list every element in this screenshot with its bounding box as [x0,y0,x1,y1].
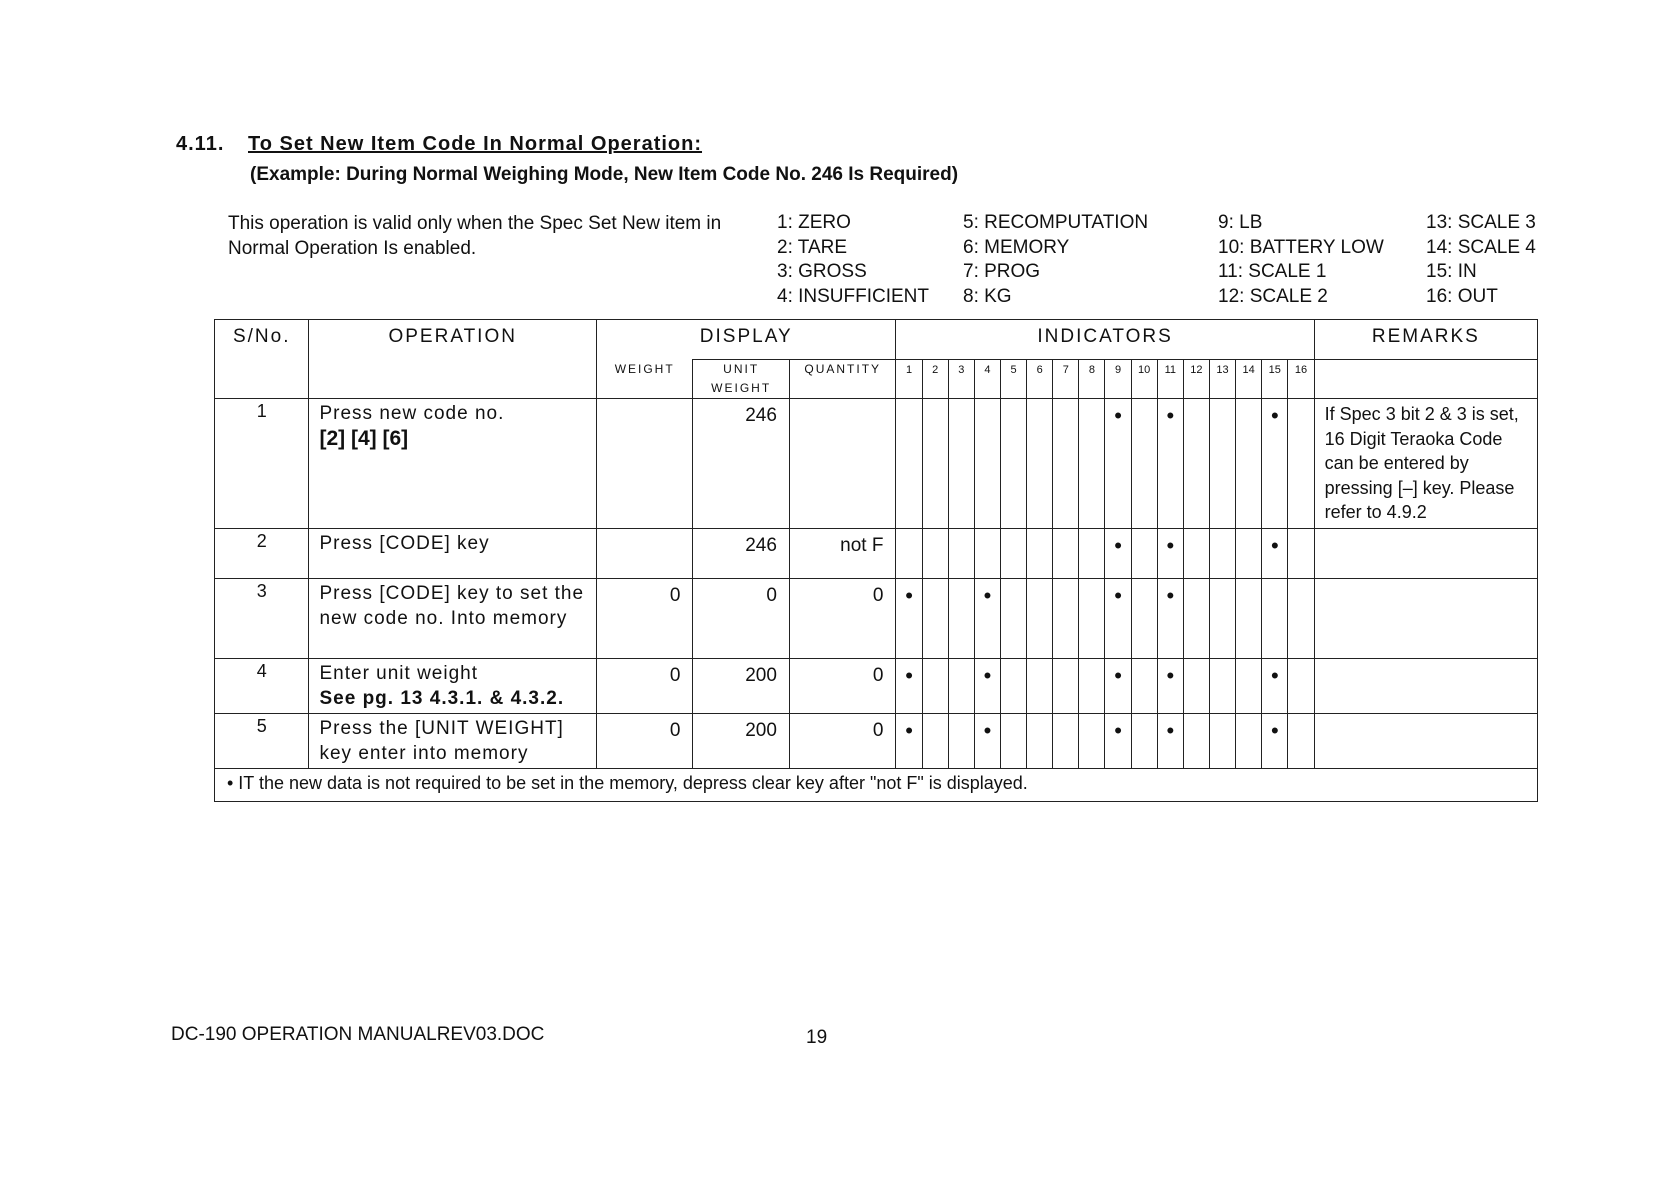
indicator-number: 5 [1000,360,1026,399]
indicator-number: 16 [1288,360,1314,399]
indicator-cell [1079,713,1105,768]
row-operation [309,528,596,578]
indicator-cell [1000,578,1026,658]
display-quantity: 0 [789,578,896,658]
indicator-cell [1157,528,1183,578]
indicator-cell [1079,578,1105,658]
display-weight [596,399,692,529]
indicator-cell [1157,399,1183,529]
legend-item: 9: LB [1218,212,1263,233]
legend-item: 14: SCALE 4 [1426,236,1536,258]
row-sno: 1 [215,399,309,529]
table-row [215,578,1538,658]
indicator-cell [1105,713,1131,768]
indicator-number: 2 [922,360,948,399]
indicator-cell [1236,713,1262,768]
row-remarks [1314,658,1537,713]
row-operation [309,578,596,658]
indicator-cell [1262,578,1288,658]
indicator-cell [1209,658,1235,713]
legend-item: 4: INSUFFICIENT [777,285,930,307]
legend-item: 7: PROG [963,261,1041,282]
indicator-cell [948,658,974,713]
indicator-cell [1183,713,1209,768]
section-number: 4.11. [176,133,225,155]
operation-text: Enter unit weight [319,662,479,684]
footer-page-number: 19 [806,1027,828,1048]
header-remarks: REMARKS [1314,320,1537,360]
indicator-cell [1236,658,1262,713]
indicator-cell [1027,528,1053,578]
indicator-on-dot: • [983,582,992,608]
indicator-cell [948,578,974,658]
indicator-cell [922,658,948,713]
legend-item: 16: OUT [1426,285,1498,307]
display-quantity: not F [789,528,896,578]
operation-text: Press new code no. [319,403,505,424]
row-sno: 3 [215,578,309,658]
indicator-cell [1183,528,1209,578]
indicator-on-dot: • [1166,717,1175,743]
indicator-on-dot: • [1166,582,1175,608]
legend-item: 12: SCALE 2 [1218,285,1328,307]
indicator-cell [1262,528,1288,578]
indicator-cell [1079,528,1105,578]
indicator-on-dot: • [983,717,992,743]
indicator-cell [922,713,948,768]
operation-reference: See pg. 13 4.3.1. & 4.3.2. [319,687,565,709]
legend-item: 6: MEMORY [963,236,1070,258]
indicator-cell [1053,658,1079,713]
legend-item: 11: SCALE 1 [1218,261,1327,282]
indicator-cell [974,713,1000,768]
indicator-cell [1079,658,1105,713]
indicator-number: 8 [1079,360,1105,399]
section-title: To Set New Item Code In Normal Operation: [248,133,703,155]
footer-document-name: DC-190 OPERATION MANUALREV03.DOC [171,1024,545,1045]
indicator-on-dot: • [1270,532,1279,558]
table-note: • IT the new data is not required to be set in the memory, depress clear key after "not F" is displayed. [215,768,1538,801]
indicator-on-dot: • [1114,403,1122,428]
legend-item: 2: TARE [777,236,848,258]
table-row [215,658,1538,713]
indicator-cell [1027,713,1053,768]
row-sno: 5 [215,713,309,768]
indicator-on-dot: • [905,717,913,743]
indicator-cell [1288,399,1314,529]
legend-item: 1: ZERO [777,212,851,233]
display-unit-weight: 246 [693,528,789,578]
indicator-cell [1288,528,1314,578]
row-remarks [1314,528,1537,578]
section-heading [176,133,702,156]
indicator-number: 4 [974,360,1000,399]
row-sno: 4 [215,658,309,713]
indicator-cell [1236,528,1262,578]
indicator-number: 7 [1053,360,1079,399]
indicator-cell [1000,713,1026,768]
indicator-number: 13 [1209,360,1235,399]
table-row [215,713,1538,768]
indicator-on-dot: • [1166,403,1175,428]
indicator-cell [1262,399,1288,529]
indicator-number: 14 [1236,360,1262,399]
row-operation [309,658,596,713]
indicator-number: 15 [1262,360,1288,399]
legend-item: 10: BATTERY LOW [1218,236,1384,258]
legend-column-4 [1426,211,1536,309]
indicator-on-dot: • [905,662,913,688]
indicator-cell [1183,578,1209,658]
indicator-cell [1183,658,1209,713]
indicator-cell [948,528,974,578]
indicator-cell [974,399,1000,529]
display-unit-weight: 0 [693,578,789,658]
display-quantity: 0 [789,658,896,713]
indicator-cell [1209,578,1235,658]
header-remarks-blank [1314,360,1537,399]
indicator-cell [1262,658,1288,713]
indicator-cell [896,528,922,578]
header-indicators: INDICATORS [896,320,1314,360]
indicator-cell [1131,713,1157,768]
indicator-cell [922,399,948,529]
intro-text: This operation is valid only when the Spec Set New item in Normal Operation Is enabled. [228,213,722,259]
header-sno: S/No. [215,320,309,399]
indicator-on-dot: • [1166,662,1175,688]
header-display: DISPLAY [596,320,896,360]
indicator-cell [1262,713,1288,768]
header-unit-weight: UNIT WEIGHT [693,360,789,399]
indicator-on-dot: • [905,582,913,608]
indicator-cell [1288,658,1314,713]
section-example: (Example: During Normal Weighing Mode, New Item Code No. 246 Is Required) [250,164,959,185]
operation-text: Press [CODE] key to set the new code no. Into memory [319,582,585,629]
legend-item: 5: RECOMPUTATION [963,212,1149,233]
indicator-on-dot: • [1114,662,1122,688]
indicator-cell [1209,399,1235,529]
legend-column-3 [1218,211,1384,309]
indicator-cell [1000,399,1026,529]
indicator-cell [1131,658,1157,713]
display-unit-weight: 246 [693,399,789,529]
legend-item: 13: SCALE 3 [1426,212,1536,233]
table-row [215,399,1538,529]
indicator-cell [1079,399,1105,529]
indicator-on-dot: • [1270,662,1279,688]
indicator-cell [1105,658,1131,713]
row-operation [309,399,596,529]
indicator-cell [948,399,974,529]
indicator-number: 11 [1157,360,1183,399]
indicator-cell [1131,578,1157,658]
indicator-cell [1209,713,1235,768]
indicator-on-dot: • [1114,532,1122,558]
indicator-cell [1053,578,1079,658]
header-operation: OPERATION [309,320,596,399]
header-quantity: QUANTITY [789,360,896,399]
indicator-on-dot: • [1270,403,1279,428]
indicator-cell [1053,528,1079,578]
display-weight: 0 [596,658,692,713]
indicator-cell [1053,713,1079,768]
display-weight: 0 [596,713,692,768]
display-unit-weight: 200 [693,658,789,713]
indicator-cell [1157,578,1183,658]
indicator-on-dot: • [1270,717,1279,743]
row-remarks [1314,713,1537,768]
indicator-on-dot: • [983,662,992,688]
indicator-cell [1209,528,1235,578]
legend-column-2 [963,211,1148,309]
indicator-cell [1236,578,1262,658]
legend-item: 8: KG [963,285,1012,307]
operation-table [214,319,1538,802]
operation-keys: [2] [4] [6] [319,427,409,450]
indicator-cell [1183,399,1209,529]
indicator-cell [922,528,948,578]
indicator-cell [1027,658,1053,713]
table-row [215,528,1538,578]
display-quantity [789,399,896,529]
indicator-cell [1236,399,1262,529]
row-remarks [1314,578,1537,658]
indicator-cell [974,528,1000,578]
indicator-cell [1000,528,1026,578]
indicator-cell [1105,528,1131,578]
row-operation [309,713,596,768]
indicator-number: 12 [1183,360,1209,399]
indicator-number: 3 [948,360,974,399]
header-weight: WEIGHT [596,360,692,399]
indicator-cell [974,658,1000,713]
row-sno: 2 [215,528,309,578]
indicator-cell [1105,578,1131,658]
indicator-number: 9 [1105,360,1131,399]
display-unit-weight: 200 [693,713,789,768]
display-weight: 0 [596,578,692,658]
display-weight [596,528,692,578]
indicator-cell [1027,578,1053,658]
indicator-cell [896,658,922,713]
operation-text: Press the [UNIT WEIGHT] key enter into memory [319,717,564,764]
indicator-number: 10 [1131,360,1157,399]
indicator-number: 1 [896,360,922,399]
indicator-cell [1288,578,1314,658]
indicator-cell [1288,713,1314,768]
row-remarks: If Spec 3 bit 2 & 3 is set, 16 Digit Teraoka Code can be entered by pressing [–] key. Please refer to 4.9.2 [1314,399,1537,529]
indicator-cell [1157,713,1183,768]
legend-item: 15: IN [1426,261,1477,282]
indicator-cell [1053,399,1079,529]
indicator-on-dot: • [1114,717,1122,743]
indicator-cell [1027,399,1053,529]
indicator-on-dot: • [1114,582,1122,608]
indicator-cell [1000,658,1026,713]
indicator-number: 6 [1027,360,1053,399]
legend-column-1 [777,211,929,309]
indicator-on-dot: • [1166,532,1175,558]
display-quantity: 0 [789,713,896,768]
operation-rows [215,399,1538,769]
indicator-cell [896,578,922,658]
indicator-cell [1157,658,1183,713]
indicator-cell [922,578,948,658]
indicator-cell [896,399,922,529]
indicator-cell [1131,399,1157,529]
indicator-cell [948,713,974,768]
legend-item: 3: GROSS [777,261,867,282]
indicator-cell [1131,528,1157,578]
indicator-cell [896,713,922,768]
operation-text: Press [CODE] key [319,532,490,554]
indicator-cell [974,578,1000,658]
indicator-cell [1105,399,1131,529]
